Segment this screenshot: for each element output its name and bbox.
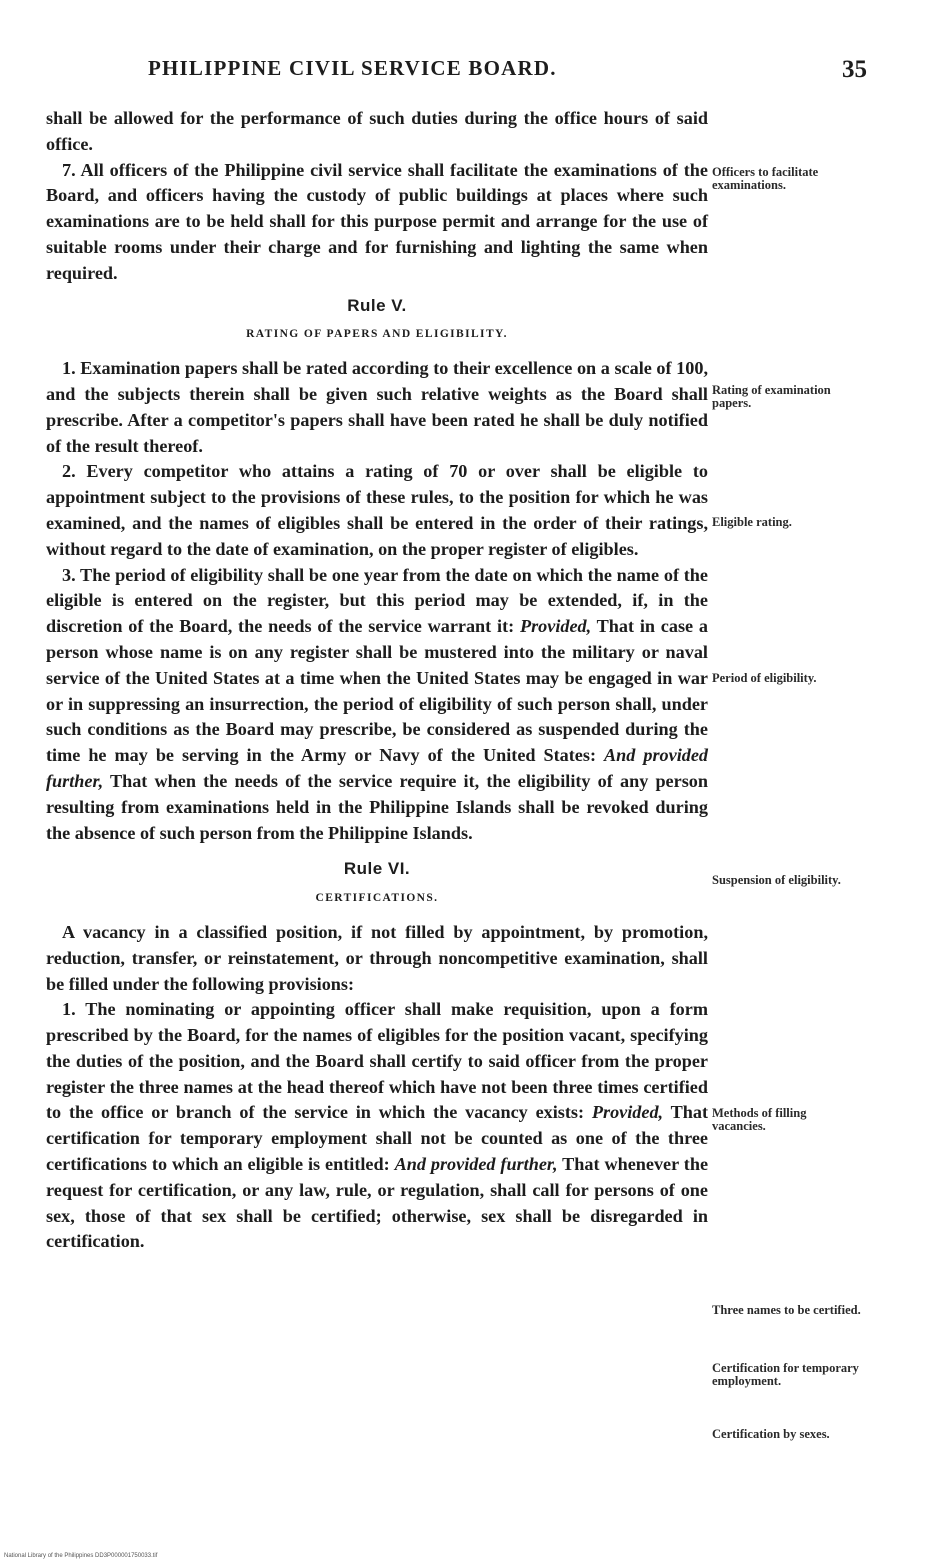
- library-stamp: National Library of the Philippines DD3P000001750033.tif: [4, 1553, 158, 1559]
- text-span: 1. The nominating or appointing officer shall make requisition, upon a form prescribed by the Board, for the names of eligibles for the position vacant, specifying the duties of the position, and the Board shall certify to said officer from the proper register the three names at the head thereof which have not been three times certified to the office or branch of the service in which the vacancy exists:: [46, 999, 708, 1123]
- margin-note: Rating of examination papers.: [712, 383, 831, 410]
- margin-note: Eligible rating.: [712, 515, 792, 529]
- margin-note: Certification by sexes.: [712, 1427, 830, 1441]
- page-number: 35: [842, 56, 867, 83]
- text-span: 3. The period of eligibility shall be one year from the date on which the name of the eligible is entered on the register, but this period may be extended, if, in the discretion of the Board, the needs of the service warrant it:: [46, 564, 708, 637]
- text-span: That certification for temporary employment shall not be counted as one of the three certifications to which an eligible is entitled:: [46, 1102, 709, 1175]
- text-span: That when the needs of the service require it, the eligibility of any person resulting from examinations held in the Philippine Islands shall be revoked during the absence of such person from the Philippine Islands.: [46, 770, 708, 843]
- italic-proviso: And provided further,: [46, 745, 709, 791]
- certifications-section-heading: CERTIFICATIONS.: [315, 892, 439, 905]
- margin-note: Certification for temporary employment.: [712, 1361, 859, 1388]
- paragraph-continued: shall be allowed for the performance of such duties during the office hours of said office.: [46, 108, 708, 154]
- rule-vi-paragraph-1: [46, 997, 708, 1255]
- rule-vi-heading: Rule VI.: [343, 859, 411, 879]
- margin-note: Officers to facilitate examinations.: [712, 165, 819, 192]
- margin-note: Period of eligibility.: [712, 671, 817, 685]
- rating-section-heading: RATING OF PAPERS AND ELIGIBILITY.: [246, 328, 508, 341]
- rule-v-paragraph-1: 1. Examination papers shall be rated according to their excellence on a scale of 100, and the subjects therein shall be given such relative weights as the Board shall prescribe. After a competitor's papers shall have been rated he shall be duly notified of the result thereof.: [46, 358, 708, 456]
- rule-v-heading: Rule V.: [347, 295, 407, 315]
- margin-note: Methods of filling vacancies.: [712, 1106, 807, 1133]
- rule-v-paragraph-3: [46, 563, 708, 847]
- body-text: [46, 106, 708, 1255]
- paragraph-7: 7. All officers of the Philippine civil service shall facilitate the examinations of the Board, and officers having the custody of public buildings at places where such examinations are to be held shall for this purpose permit and arrange for the use of suitable rooms under their charge and for furnishing and lighting the same when required.: [46, 159, 708, 283]
- margin-note: Three names to be certified.: [712, 1303, 861, 1317]
- rule-vi-intro: A vacancy in a classified position, if not filled by appointment, by promotion, reduction, transfer, or reinstatement, or through noncompetitive examination, shall be filled under the following provisions:: [46, 921, 708, 994]
- italic-proviso: Provided,: [591, 1102, 664, 1123]
- rule-v-paragraph-2: 2. Every competitor who attains a rating of 70 or over shall be eligible to appointment subject to the provisions of these rules, to the position for which he was examined, and the names of eligibles shall be entered in the order of their ratings, without regard to the date of examination, on the proper register of eligibles.: [46, 461, 708, 559]
- margin-note: Suspension of eligibility.: [712, 873, 841, 887]
- text-span: That whenever the request for certification, or any law, rule, or regulation, shall call for persons of one sex, those of that sex shall be certified; otherwise, sex shall be disregarded in certification.: [46, 1154, 709, 1252]
- italic-proviso: Provided,: [519, 616, 592, 637]
- text-span: That in case a person whose name is on any register shall be mustered into the military or naval service of the United States at a time when the United States may be engaged in war or in suppressing an insurrection, the period of eligibility of such person shall, under such conditions as the Board may prescribe, be considered as suspended during the time he may be serving in the Army or Navy of the United States:: [46, 616, 709, 766]
- italic-proviso: And provided further,: [394, 1154, 558, 1175]
- running-title: PHILIPPINE CIVIL SERVICE BOARD.: [148, 56, 557, 80]
